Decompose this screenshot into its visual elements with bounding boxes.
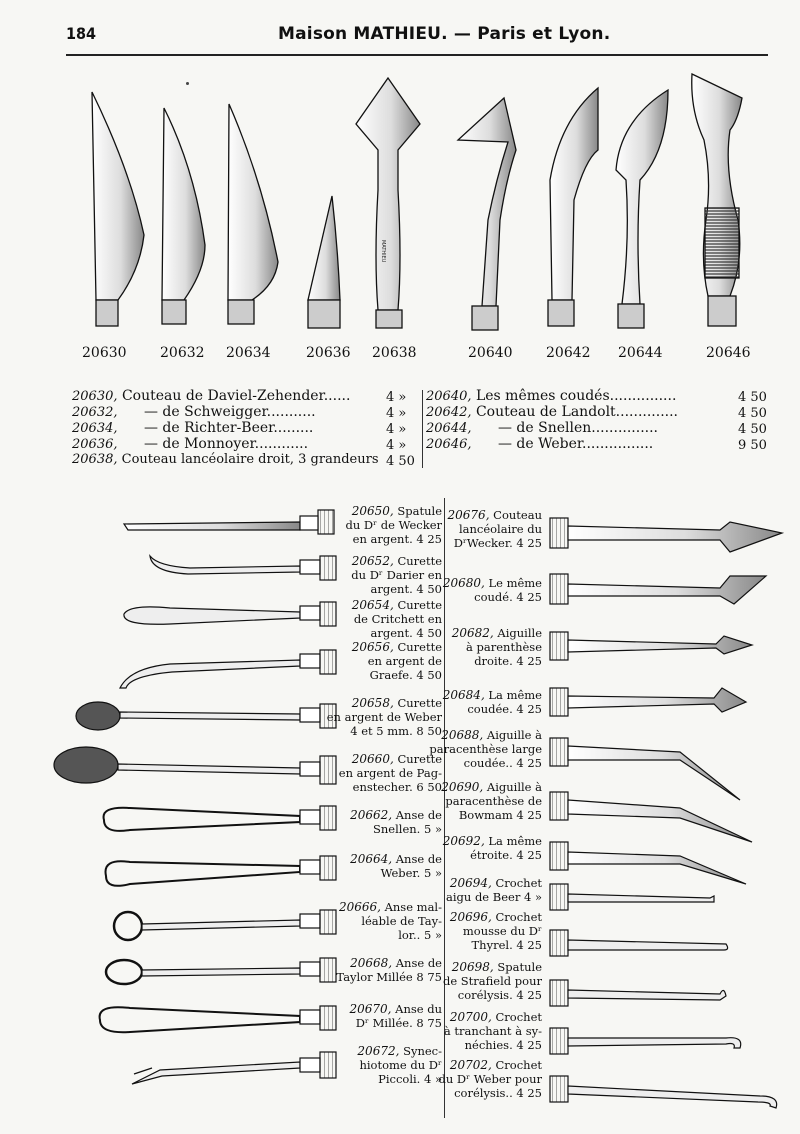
caption: 20696, Crochet mousse du Dʳ Thyrel. 4 25 — [449, 910, 542, 952]
figure-number: 20636 — [306, 345, 351, 361]
caption: 20650, Spatule du Dʳ de Wecker en argent. 4 25 — [345, 504, 442, 546]
figure-number: 20646 — [706, 345, 751, 361]
price: 4 50 — [738, 406, 767, 421]
caption: 20664, Anse de Weber. 5 » — [350, 852, 442, 880]
caption: 20698, Spatule de Strafield pour corélysis. 4 25 — [442, 960, 542, 1002]
caption: 20692, La même étroite. 4 25 — [442, 834, 542, 862]
knife-20632-blade — [162, 108, 205, 300]
price: 4 50 — [738, 422, 767, 437]
list-item: 20634, — de Richter-Beer......... — [72, 420, 314, 436]
figure-number: 20638 — [372, 345, 417, 361]
list-item: 20646, — de Weber................ — [426, 436, 654, 452]
list-item: 20644, — de Snellen............... — [426, 420, 659, 436]
list-item: 20640, Les mêmes coudés............... — [426, 388, 677, 404]
engraved-mark: MATHIEU — [380, 240, 386, 263]
knife-20642-blade — [550, 88, 598, 300]
list-item: 20632, — de Schweigger........... — [72, 404, 316, 420]
caption: 20670, Anse du Dʳ Millée. 8 75 — [349, 1002, 442, 1030]
price: 4 50 — [386, 454, 415, 469]
figure-number: 20634 — [226, 345, 271, 361]
list-item: 20642, Couteau de Landolt.............. — [426, 404, 678, 420]
figure-number: 20632 — [160, 345, 205, 361]
caption: 20702, Crochet du Dʳ Weber pour corélysis.. 4 25 — [438, 1058, 542, 1100]
price: 4 » — [386, 390, 407, 405]
knife-20640-blade — [458, 98, 516, 306]
caption: 20688, Aiguille à paracenthèse large coudée.. 4 25 — [429, 728, 542, 770]
knife-20630-ferrule — [96, 300, 118, 326]
caption: 20658, Curette en argent de Weber 4 et 5 mm. 8 50 — [326, 696, 442, 738]
knife-20644-blade — [616, 90, 668, 304]
caption: 20662, Anse de Snellen. 5 » — [350, 808, 442, 836]
page-title: Maison MATHIEU. — Paris et Lyon. — [278, 24, 611, 44]
caption: 20680, Le même coudé. 4 25 — [442, 576, 542, 604]
knife-20630-blade — [92, 92, 144, 300]
caption: 20652, Curette du Dʳ Darier en argent. 4 50 — [351, 554, 442, 596]
caption: 20660, Curette en argent de Pag- enstecher. 6 50 — [338, 752, 442, 794]
caption: 20672, Synec- hiotome du Dʳ Piccoli. 4 » — [357, 1044, 442, 1086]
caption: 20654, Curette de Critchett en argent. 4 50 — [351, 598, 442, 640]
figure-number: 20630 — [82, 345, 127, 361]
caption: 20676, Couteau lancéolaire du DʳWecker. 4 25 — [447, 508, 542, 550]
caption: 20656, Curette en argent de Graefe. 4 50 — [351, 640, 442, 682]
caption: 20700, Crochet à tranchant à sy- néchies. 4 25 — [443, 1010, 542, 1052]
knife-20638-blade — [356, 78, 420, 310]
caption: 20666, Anse mal- léable de Tay- lor.. 5 » — [338, 900, 442, 942]
knife-20646-grip — [705, 208, 739, 278]
figure-number: 20640 — [468, 345, 513, 361]
price: 4 50 — [738, 390, 767, 405]
figure-number: 20644 — [618, 345, 663, 361]
price: 4 » — [386, 406, 407, 421]
column-divider — [422, 390, 423, 468]
caption: 20682, Aiguille à parenthèse droite. 4 25 — [451, 626, 542, 668]
price: 9 50 — [738, 438, 767, 453]
figure-number: 20642 — [546, 345, 591, 361]
page-number: 184 — [66, 24, 97, 43]
caption: 20668, Anse de Taylor Millée 8 75 — [336, 956, 442, 984]
list-item: 20636, — de Monnoyer............ — [72, 436, 309, 452]
caption: 20684, La même coudée. 4 25 — [442, 688, 542, 716]
knife-20636-blade — [308, 196, 340, 300]
list-item: 20638, Couteau lancéolaire droit, 3 grandeurs — [72, 452, 379, 467]
caption: 20690, Aiguille à paracenthèse de Bowmam 4 25 — [441, 780, 542, 822]
price: 4 » — [386, 422, 407, 437]
price: 4 » — [386, 438, 407, 453]
list-item: 20630, Couteau de Daviel-Zehender...... — [72, 388, 351, 404]
knife-20634-blade — [228, 104, 278, 300]
caption: 20694, Crochet aigu de Beer 4 » — [445, 876, 542, 904]
